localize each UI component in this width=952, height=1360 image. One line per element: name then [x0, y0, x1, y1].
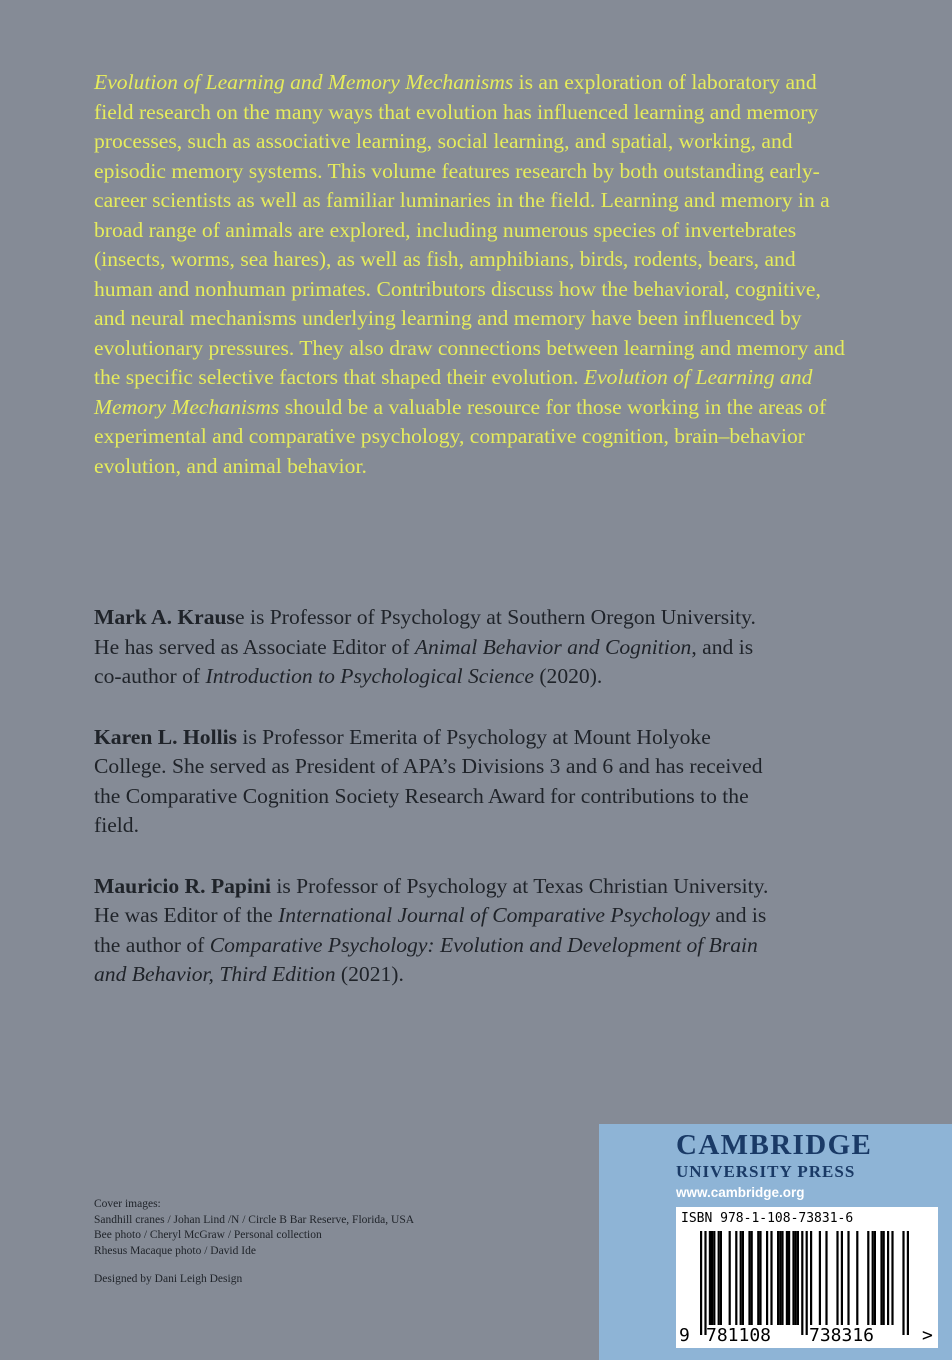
barcode-bar: [711, 1231, 713, 1325]
barcode-bar: [770, 1231, 772, 1325]
barcode-bar: [841, 1231, 843, 1325]
bio-text: e is Professor of Psychology at Southern Oregon University. He has served as Associate Editor of: [94, 605, 756, 659]
barcode-bar: [883, 1231, 885, 1325]
barcode-bar: [880, 1231, 882, 1325]
credit-line: Rhesus Macaque photo / David Ide: [94, 1244, 256, 1257]
barcode-bar: [735, 1231, 737, 1325]
bio-text: , and is co-author of: [94, 634, 754, 688]
barcode-bar: [887, 1231, 889, 1325]
barcode-bar: [810, 1231, 812, 1325]
barcode-bar: [788, 1231, 790, 1325]
author-name: Mauricio R. Papini: [94, 873, 271, 898]
barcode-left-digits: 781108: [706, 1325, 772, 1346]
barcode-bar: [847, 1231, 849, 1325]
barcode-bar: [867, 1231, 869, 1325]
book-description: [94, 68, 854, 481]
barcode-bar: [709, 1231, 711, 1325]
description-text-1: is an exploration of laboratory and field research on the many ways that evolution has influenced learning and memory processes, such as associative learning, social learning, and spatial, working, and episodic memory systems. This volume features research by both outstanding early-career scientists as well as familiar luminaries in the field. Learning and memory in a broad range of animals are explored, including numerous species of invertebrates (insects, worms, sea hares), as well as fish, amphibians, birds, rodents, bears, and human and nonhuman primates. Contributors discuss how the behavioral, cognitive, and neural mechanisms underlying learning and memory have been influenced by evolutionary pressures. They also draw connections between learning and memory and the specific selective factors that shaped their evolution.: [94, 70, 845, 389]
barcode-bar: [777, 1231, 779, 1325]
barcode-bar: [856, 1231, 858, 1325]
book-title: Comparative Psychology: Evolution and Development of Brain and Behavior, Third Edition: [94, 932, 758, 986]
barcode-bar: [766, 1231, 768, 1325]
barcode-bar: [742, 1231, 744, 1325]
barcode-digits: [676, 1325, 938, 1347]
book-title-italic-2: Evolution of Learning and Memory Mechanisms: [94, 365, 813, 419]
bio-text: is Professor Emerita of Psychology at Mount Holyoke College. She served as President of APA’s Divisions 3 and 6 and has received the Comparative Cognition Society Research Award for contributions to the field.: [94, 724, 763, 837]
barcode-bar: [797, 1231, 799, 1325]
barcode-bar: [729, 1231, 731, 1325]
author-bio: [94, 723, 774, 841]
journal-title: Animal Behavior and Cognition: [414, 634, 692, 659]
barcode-bar: [801, 1231, 803, 1335]
book-title: Introduction to Psychological Science: [205, 664, 534, 688]
credit-line: Cover images:: [94, 1198, 161, 1210]
book-title-italic: Evolution of Learning and Memory Mechanisms: [94, 70, 514, 94]
bio-text: and is the author of: [94, 903, 767, 957]
barcode-bar: [704, 1231, 706, 1335]
publisher-logo-name: CAMBRIDGE: [676, 1129, 873, 1161]
bio-text: (2020).: [533, 664, 603, 688]
barcode-bar: [718, 1231, 720, 1325]
barcode-lead-digit: 9: [679, 1325, 690, 1346]
publisher-logo-subtitle: UNIVERSITY PRESS: [676, 1162, 856, 1181]
author-bios: [94, 603, 774, 1021]
barcode-bar: [740, 1231, 742, 1325]
barcode-bar: [872, 1231, 874, 1325]
barcode-bar: [874, 1231, 876, 1325]
barcode-bar: [806, 1231, 808, 1335]
publisher-url: www.cambridge.org: [676, 1185, 805, 1200]
credit-line: Sandhill cranes / Johan Lind /N / Circle B Bar Reserve, Florida, USA: [94, 1213, 415, 1226]
image-credits: [94, 1197, 414, 1288]
author-bio: [94, 603, 774, 692]
barcode-bar: [751, 1231, 753, 1325]
barcode-bar: [795, 1231, 797, 1325]
barcode-bar: [759, 1231, 761, 1325]
barcode-bar: [825, 1231, 827, 1325]
barcode-bar: [836, 1231, 838, 1325]
author-name: Mark A. Kraus: [94, 605, 235, 629]
barcode-bar: [907, 1231, 909, 1335]
description-text-2: should be a valuable resource for those working in the areas of experimental and comparative psychology, comparative cognition, brain–behavior evolution, and animal behavior.: [94, 394, 827, 478]
barcode-arrow: >: [922, 1325, 933, 1346]
author-name: Karen L. Hollis: [94, 724, 237, 749]
barcode-right-digits: 738316: [809, 1325, 875, 1346]
author-bio: [94, 872, 774, 990]
barcode-bar: [757, 1231, 759, 1325]
barcode-bar: [792, 1231, 794, 1325]
credit-line: Bee photo / Cheryl McGraw / Personal collection: [94, 1229, 322, 1241]
isbn-barcode: [676, 1207, 938, 1348]
barcode-bar: [819, 1231, 821, 1325]
barcode-bar: [720, 1231, 722, 1325]
designer-credit: Designed by Dani Leigh Design: [94, 1273, 243, 1285]
barcode-bar: [902, 1231, 904, 1335]
barcode-bar: [700, 1231, 702, 1335]
bio-text: is Professor of Psychology at Texas Christian University. He was Editor of the: [94, 873, 769, 927]
barcode-bar: [713, 1231, 715, 1325]
barcode-bar: [748, 1231, 750, 1325]
bio-text: (2021).: [335, 962, 404, 986]
journal-title: International Journal of Comparative Psychology: [278, 903, 710, 927]
barcode-bar: [779, 1231, 781, 1325]
publisher-panel: [599, 1124, 952, 1360]
isbn-number: ISBN 978-1-108-73831-6: [681, 1211, 854, 1226]
barcode-bar: [891, 1231, 893, 1325]
barcode-bar: [781, 1231, 783, 1325]
barcode-bar: [786, 1231, 788, 1325]
